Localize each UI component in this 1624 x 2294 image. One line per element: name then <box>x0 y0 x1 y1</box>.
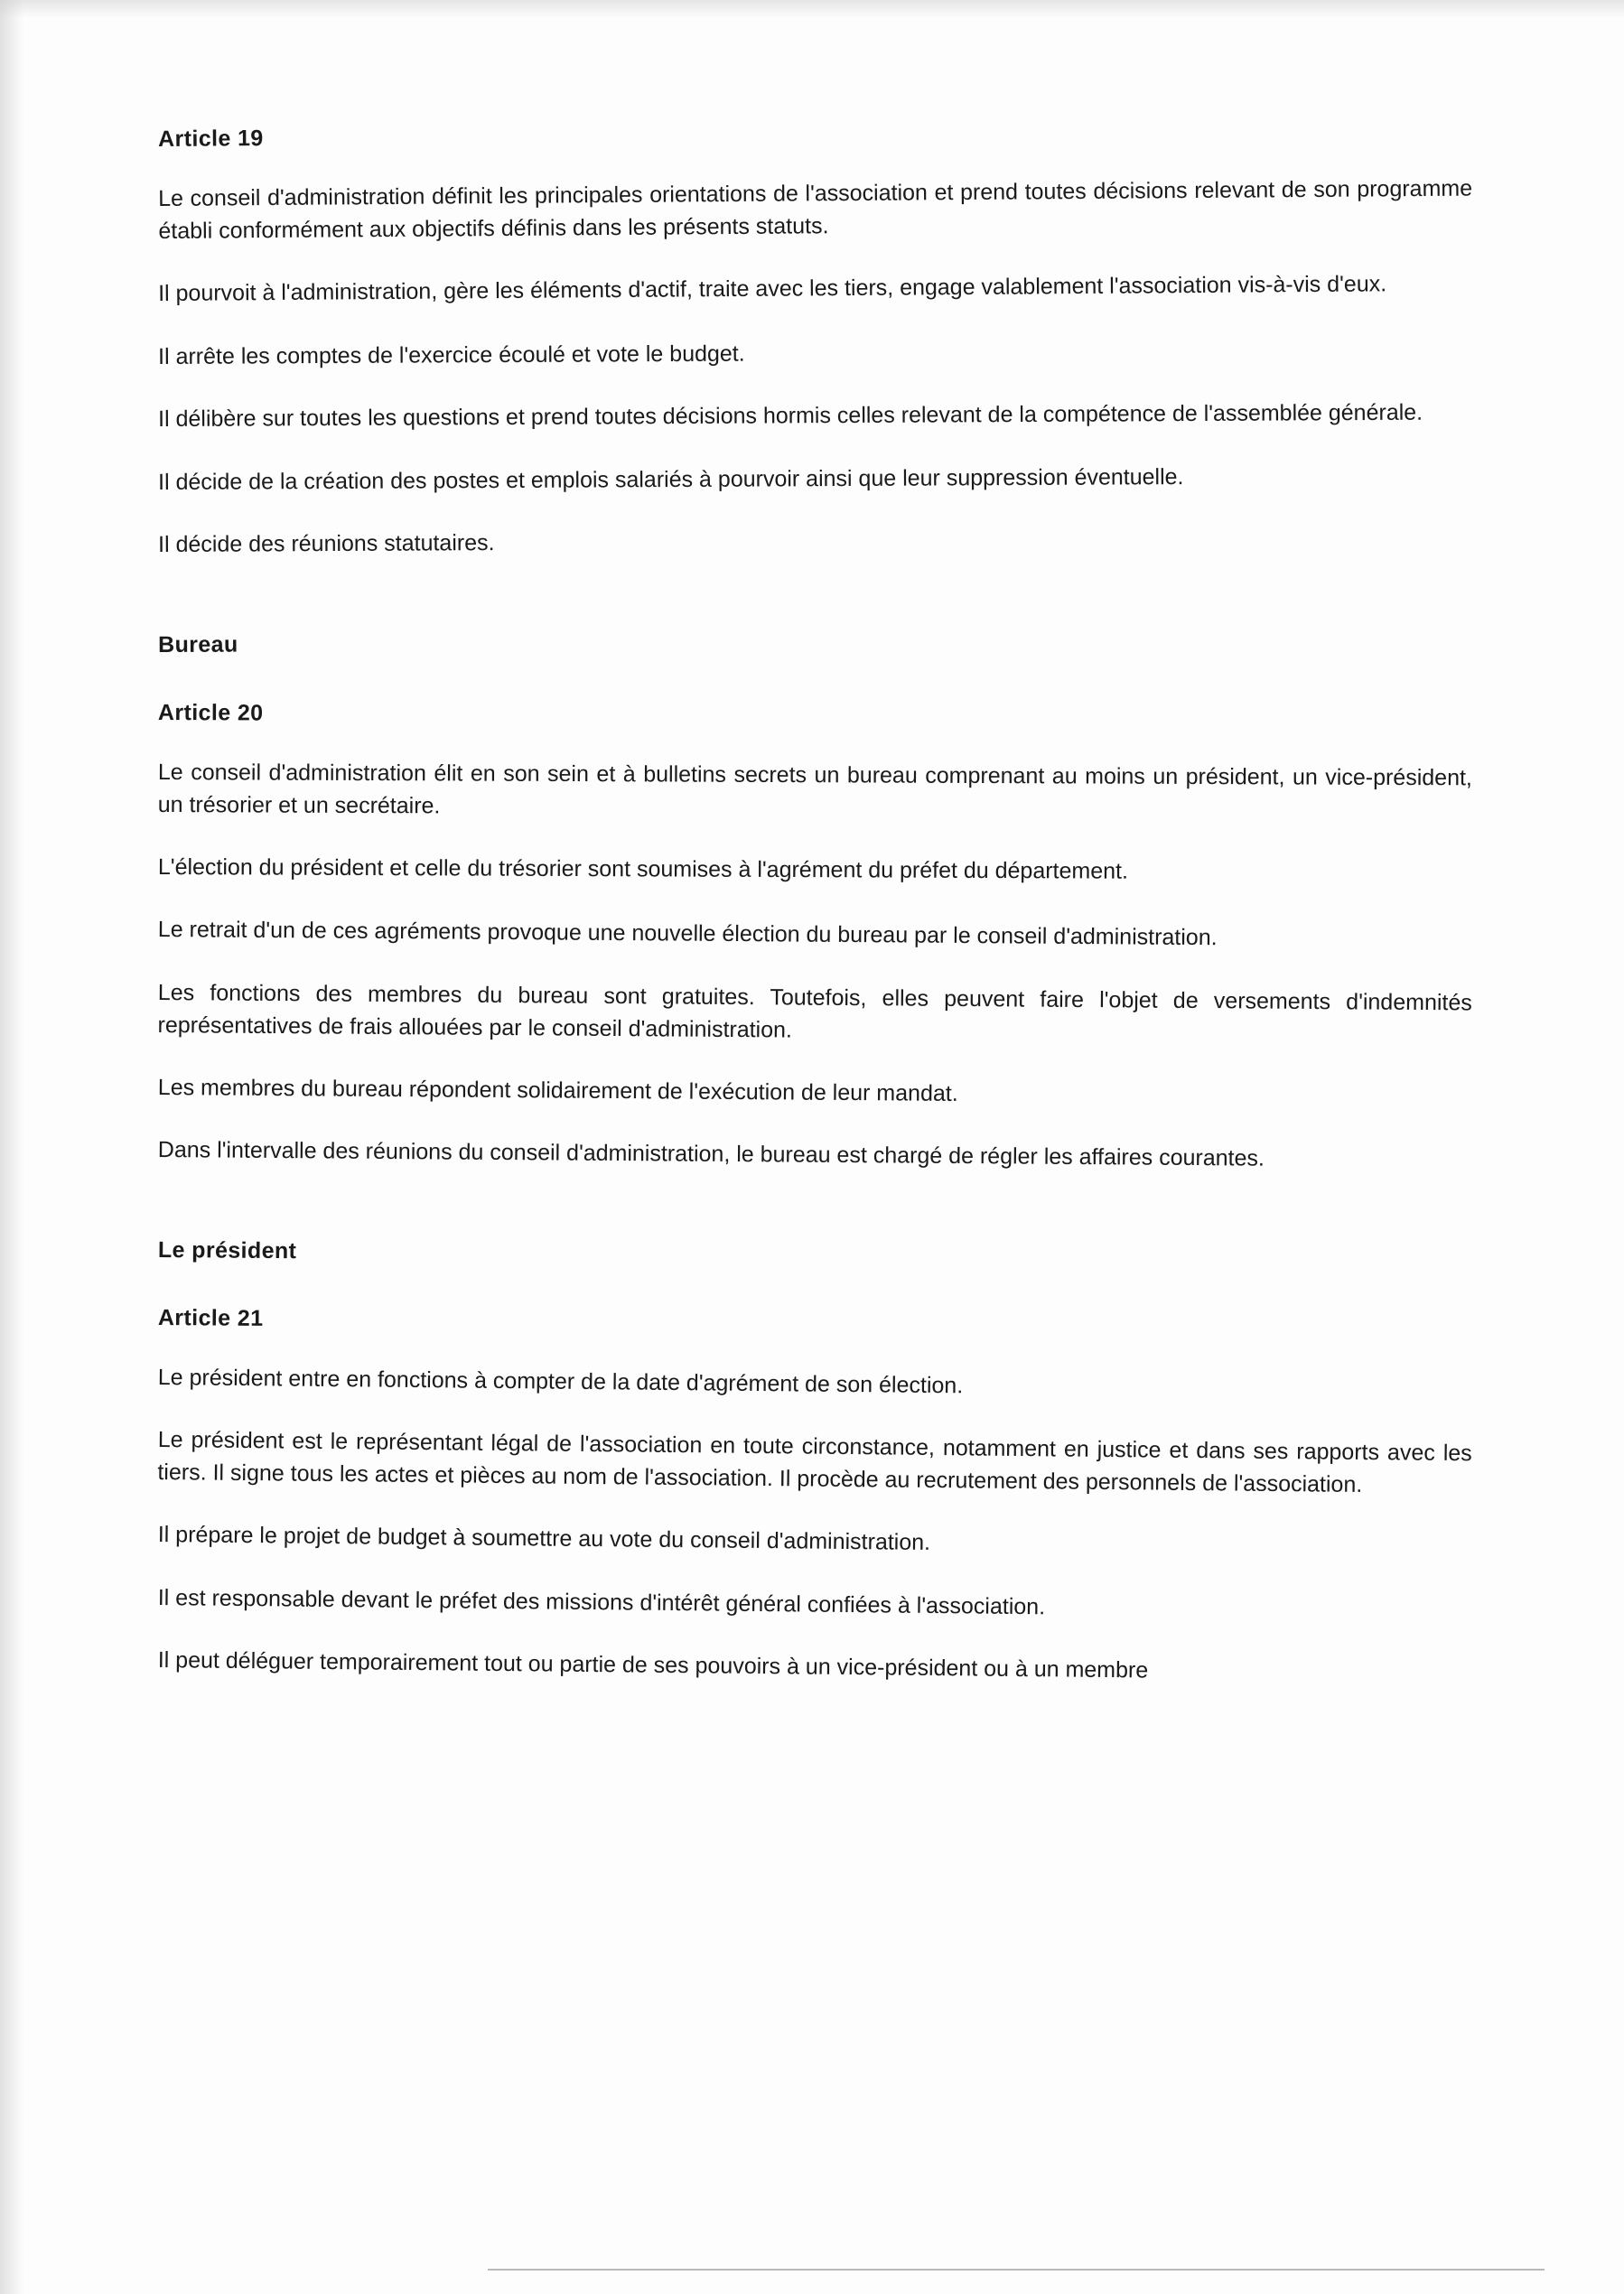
paragraph: Le conseil d'administration définit les principales orientations de l'association et prend toutes décisions relevant de son programme établi conformément aux objectifs définis dans les présents statuts. <box>158 175 1473 244</box>
page-bottom-rule <box>488 2269 1545 2271</box>
section-heading-article-19: Article 19 <box>158 126 264 152</box>
paragraph: Il délibère sur toutes les questions et prend toutes décisions hormis celles relevant de la compétence de l'assemblée générale. <box>158 399 1423 432</box>
paragraph: Il est responsable devant le préfet des missions d'intérêt général confiées à l'association. <box>157 1584 1046 1619</box>
paragraph: Dans l'intervalle des réunions du conseil d'administration, le bureau est chargé de régler les affaires courantes. <box>157 1136 1265 1171</box>
paragraph-block <box>158 1519 1472 1565</box>
page-edge-shadow-left <box>0 0 23 2294</box>
paragraph-block <box>157 1424 1472 1502</box>
section-le-president <box>158 1237 1472 1273</box>
paragraph: Le retrait d'un de ces agréments provoque une nouvelle élection du bureau par le conseil d'administration. <box>157 916 1218 951</box>
paragraph-block <box>158 757 1472 826</box>
paragraph: Le président entre en fonctions à compter de la date d'agrément de son élection. <box>157 1364 964 1398</box>
section-article-20-heading-wrap <box>158 700 1472 732</box>
paragraph-block <box>157 977 1472 1051</box>
paragraph: Il arrête les comptes de l'exercice écoulé et vote le budget. <box>158 340 745 369</box>
page-edge-shadow-top <box>0 0 1624 18</box>
section-heading-le-president: Le président <box>157 1236 297 1264</box>
paragraph: Il pourvoit à l'administration, gère les éléments d'actif, traite avec les tiers, engage valablement l'association vis-à-vis d'eux. <box>158 271 1387 306</box>
paragraph-block <box>158 460 1472 499</box>
paragraph-block <box>158 334 1472 373</box>
paragraph: Les fonctions des membres du bureau sont gratuites. Toutefois, elles peuvent faire l'objet de versements d'indemnités représentatives de frais allouées par le conseil d'administration. <box>157 979 1472 1042</box>
paragraph: Il prépare le projet de budget à soumettre au vote du conseil d'administration. <box>157 1521 931 1555</box>
paragraph-block <box>158 1134 1472 1177</box>
paragraph-block <box>158 914 1472 956</box>
paragraph: Le conseil d'administration élit en son sein et à bulletins secrets un bureau comprenant au moins un président, un vice-président, un trésorier et un secrétaire. <box>157 759 1472 818</box>
paragraph: Il décide des réunions statutaires. <box>158 530 495 557</box>
paragraph: L'élection du président et celle du trésorier sont soumises à l'agrément du préfet du département. <box>157 853 1129 884</box>
paragraph-block <box>158 268 1472 311</box>
section-article-21-heading-wrap <box>158 1305 1472 1341</box>
paragraph-block <box>158 1362 1472 1408</box>
section-bureau <box>158 625 1472 658</box>
paragraph-block <box>158 1072 1472 1114</box>
paragraph: Les membres du bureau répondent solidairement de l'exécution de leur mandat. <box>157 1074 958 1106</box>
paragraph-block <box>158 173 1473 247</box>
paragraph-block <box>158 1645 1472 1691</box>
paragraph: Il peut déléguer temporairement tout ou partie de ses pouvoirs à un vice-président ou à un membre <box>157 1646 1149 1683</box>
document-body <box>157 126 1473 1683</box>
paragraph-block <box>158 522 1472 561</box>
paragraph-block <box>158 396 1472 435</box>
paragraph-block <box>158 1582 1472 1628</box>
paragraph-block <box>158 852 1472 890</box>
section-heading-article-20: Article 20 <box>157 699 264 726</box>
paragraph: Le président est le représentant légal de l'association en toute circonstance, notamment en justice et dans ses rapports avec les tiers. Il signe tous les actes et pièces au nom de l'association. Il procède au recrutement des personnels de l'association. <box>157 1426 1472 1497</box>
paragraph: Il décide de la création des postes et emplois salariés à pourvoir ainsi que leur suppression éventuelle. <box>158 463 1184 495</box>
section-heading-article-21: Article 21 <box>157 1304 264 1331</box>
section-heading-bureau: Bureau <box>158 631 238 657</box>
